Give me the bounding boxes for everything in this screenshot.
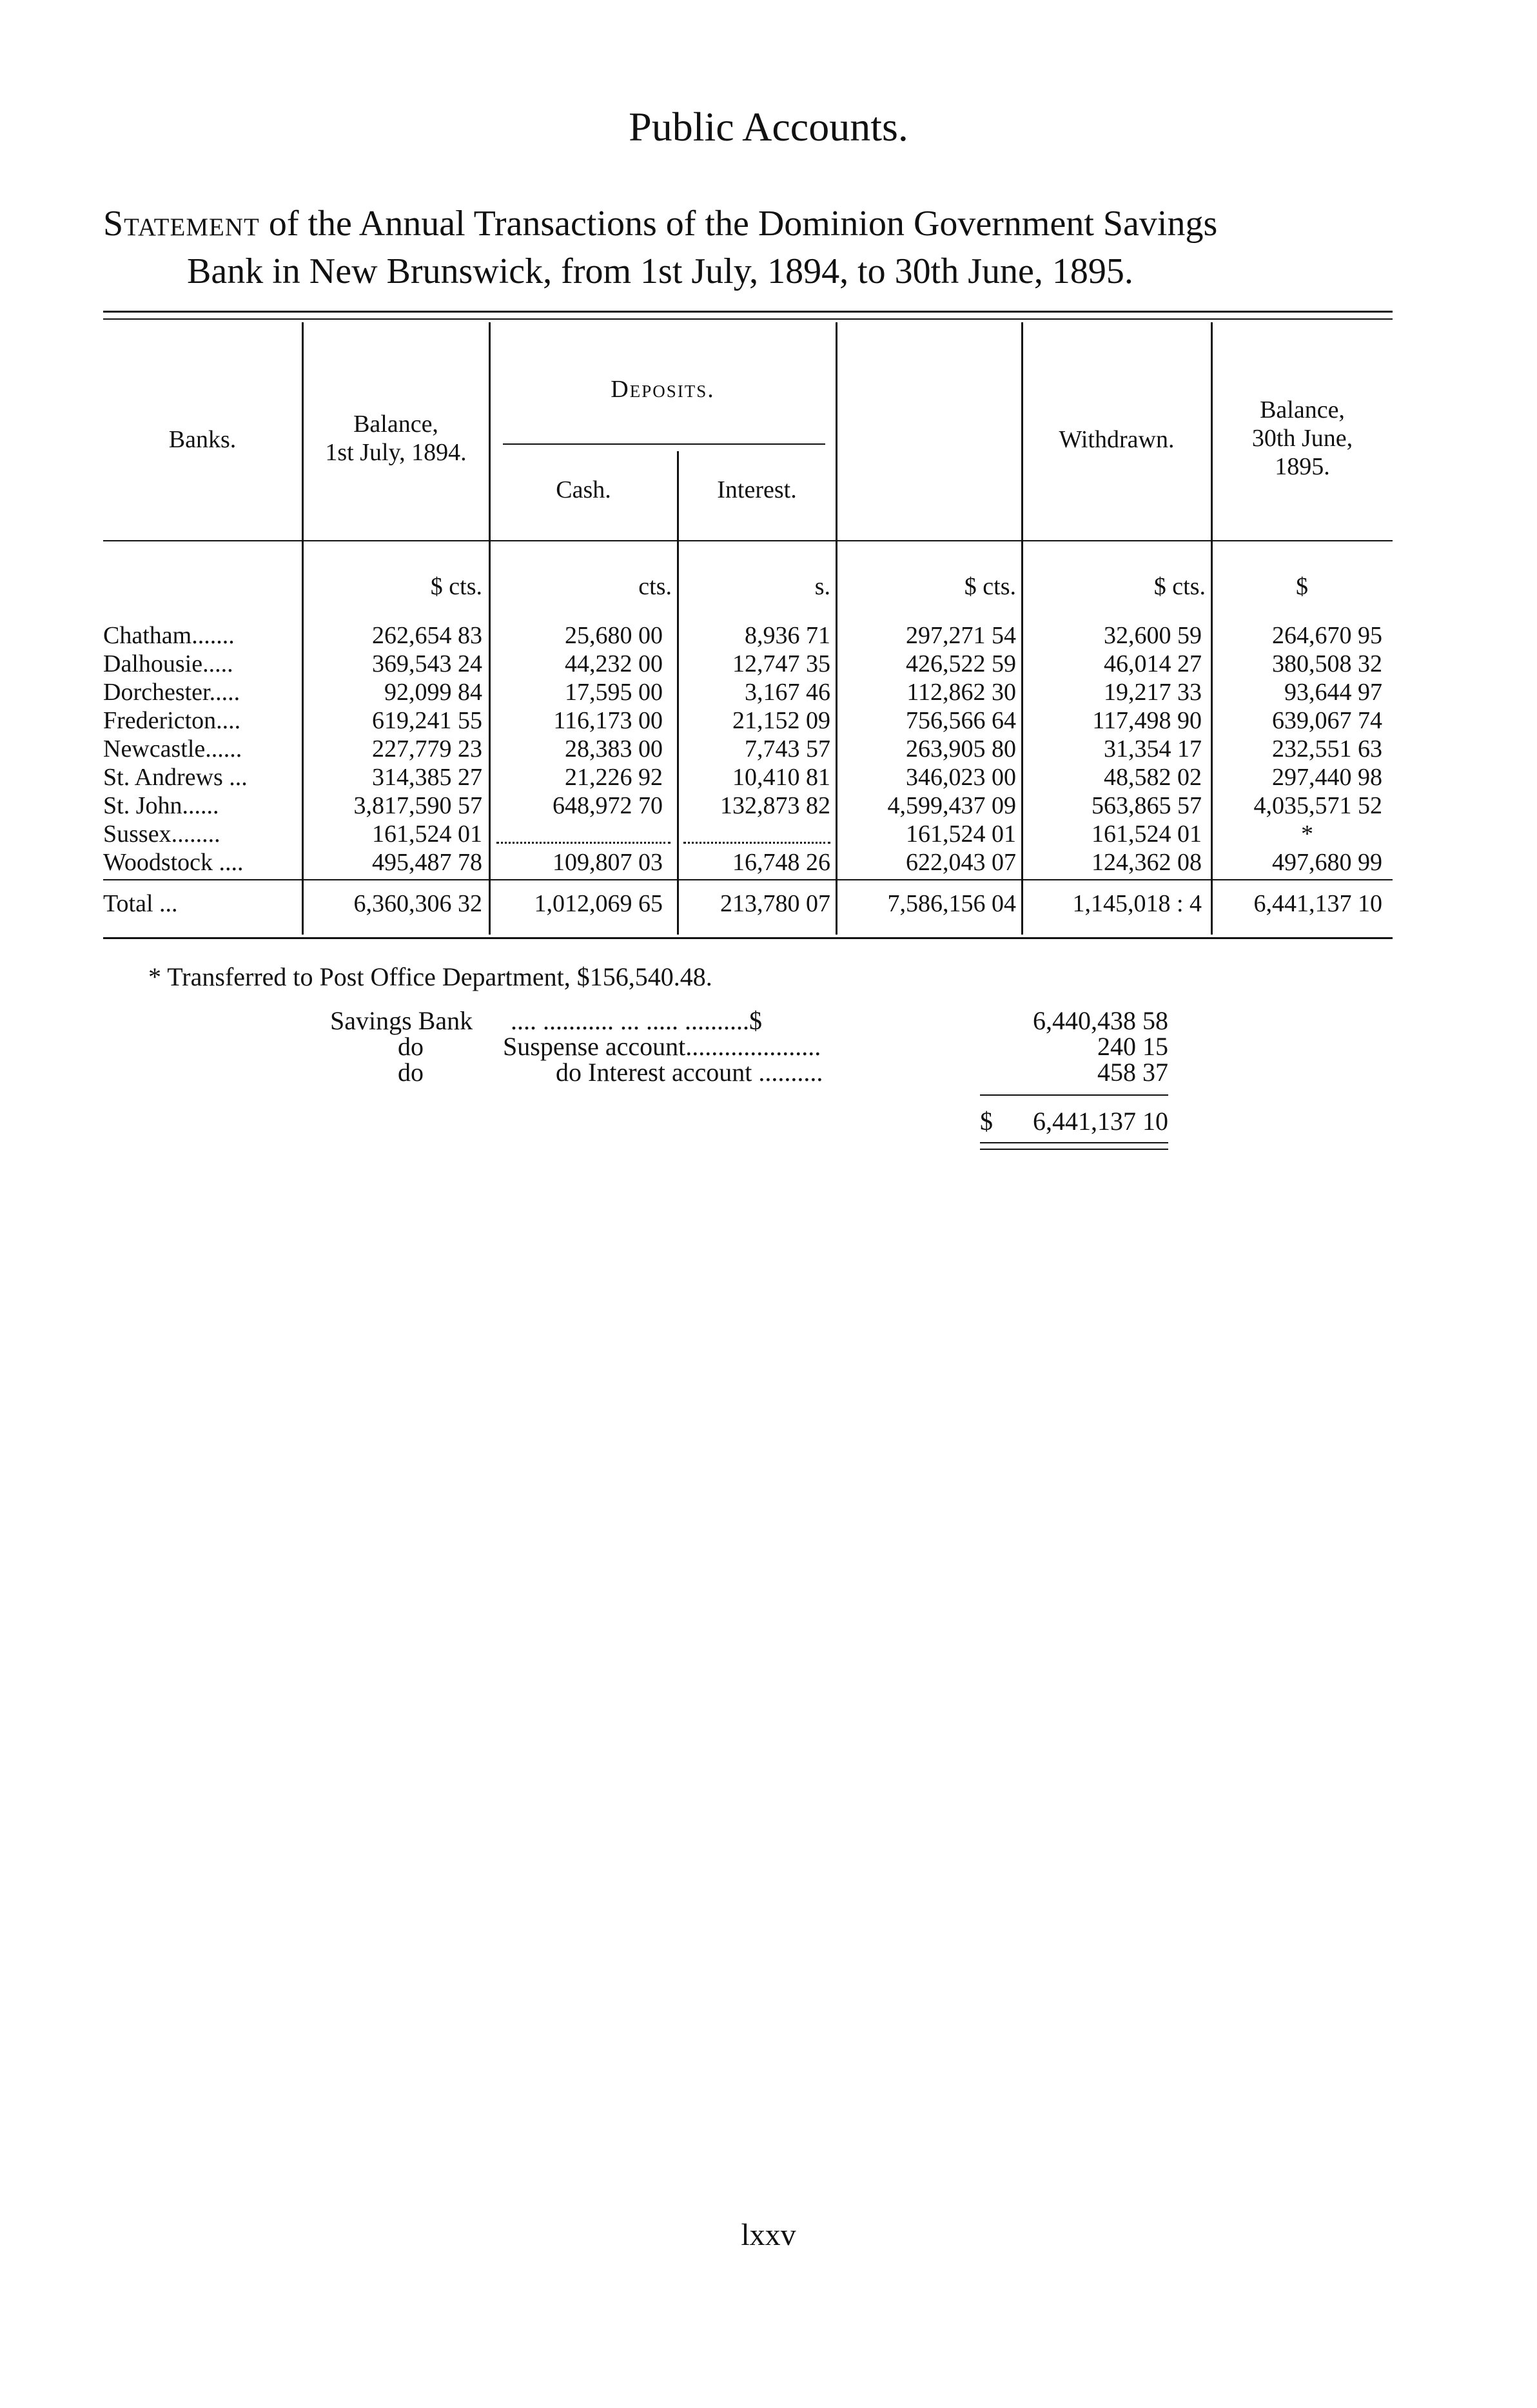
recap-label: Savings Bank (330, 1006, 473, 1035)
cell-bal-start: 314,385 27 (372, 764, 482, 791)
unit-withdrawn: $ cts. (1153, 573, 1206, 600)
table-row (0, 766, 1537, 789)
recap-label-2: do Interest account .......... (556, 1058, 823, 1087)
cell-withdrawn: 31,354 17 (1104, 735, 1202, 762)
unit-balance-end: $ (1296, 573, 1308, 600)
bank-name: St. Andrews ... (103, 766, 248, 789)
unit-balance-start: $ cts. (430, 573, 482, 600)
totals-row (0, 892, 1537, 915)
recap-double-rule-2 (980, 1149, 1168, 1150)
bank-name: Dalhousie..... (103, 652, 233, 675)
header-cash: Cash. (556, 476, 611, 503)
table-row (0, 737, 1537, 761)
recap-line-2 (330, 1031, 1168, 1061)
cell-cash: 17,595 00 (565, 679, 663, 706)
statement-line1: of the Annual Transactions of the Dominion Government Savings (268, 204, 1218, 244)
recap-amount: 240 15 (1097, 1032, 1168, 1061)
cell-bal-start: 227,779 23 (372, 735, 482, 762)
cell-cash: 28,383 00 (565, 735, 663, 762)
cell-bal-start: 3,817,590 57 (353, 792, 482, 819)
cell-bal-end: 4,035,571 52 (1253, 792, 1382, 819)
recap-label-2: Suspense account..................... (503, 1032, 821, 1061)
table-row (0, 851, 1537, 874)
recap-total (980, 1106, 1168, 1136)
header-balance-end: Balance, 30th June, 1895. (1251, 396, 1353, 480)
recap-label: do (398, 1032, 424, 1061)
recap-label: do (398, 1058, 424, 1087)
cell-interest: 3,167 46 (745, 679, 830, 706)
cell-total: 263,905 80 (906, 735, 1016, 762)
cell-bal-start: 495,487 78 (372, 849, 482, 876)
cell-interest: 8,936 71 (745, 622, 830, 649)
recap-line-1 (330, 1005, 1168, 1033)
statement-heading (103, 200, 1399, 295)
bank-name: Dorchester..... (103, 681, 240, 704)
table-row (0, 794, 1537, 817)
table-row (0, 822, 1537, 846)
bank-name: Woodstock .... (103, 851, 244, 874)
cell-cash: 109,807 03 (553, 849, 663, 876)
page-title: Public Accounts. (629, 104, 908, 150)
cell-bal-end-footnote-mark: * (1301, 820, 1313, 848)
cell-interest: 10,410 81 (732, 764, 830, 791)
table-bottom-rule (103, 937, 1393, 939)
interest-leader-dots (683, 842, 830, 844)
recap-amount: 458 37 (1097, 1058, 1168, 1087)
total-withdrawn: 1,145,018 : 4 (1072, 890, 1202, 917)
header-deposits: Deposits. (611, 376, 715, 403)
table-top-rule (103, 311, 1393, 313)
recap-rule (980, 1094, 1168, 1096)
statement-line2-a: Bank (187, 251, 264, 291)
table-row (0, 709, 1537, 732)
total-cash: 1,012,069 65 (534, 890, 663, 917)
bank-name: Fredericton.... (103, 709, 241, 732)
cell-withdrawn: 117,498 90 (1092, 707, 1202, 734)
totals-rule (103, 879, 1393, 880)
unit-interest: s. (814, 573, 830, 600)
cell-bal-start: 369,543 24 (372, 650, 482, 677)
page-folio: lxxv (741, 2218, 796, 2252)
statement-line2-b: in New Brunswick, from 1st July, 1894, to 30th June, 1895. (263, 251, 1133, 291)
total-total: 7,586,156 04 (887, 890, 1016, 917)
cell-cash: 25,680 00 (565, 622, 663, 649)
unit-total: $ cts. (964, 573, 1016, 600)
cell-interest: 7,743 57 (745, 735, 830, 762)
table-row (0, 681, 1537, 704)
header-withdrawn: Withdrawn. (1059, 426, 1175, 453)
total-bal-start: 6,360,306 32 (353, 890, 482, 917)
footnote: * Transferred to Post Office Department, $156,540.48. (148, 962, 712, 991)
cell-total: 346,023 00 (906, 764, 1016, 791)
table-row (0, 652, 1537, 675)
total-bal-end: 6,441,137 10 (1253, 890, 1382, 917)
recap-total-amount: 6,441,137 10 (1033, 1107, 1168, 1136)
unit-cash: cts. (638, 573, 672, 600)
cell-interest: 12,747 35 (732, 650, 830, 677)
cell-bal-start: 262,654 83 (372, 622, 482, 649)
recap-total-currency: $ (980, 1107, 993, 1136)
cell-withdrawn: 48,582 02 (1104, 764, 1202, 791)
cash-leader-dots (496, 842, 671, 844)
total-interest: 213,780 07 (720, 890, 830, 917)
cell-total: 112,862 30 (906, 679, 1016, 706)
recap-amount: 6,440,438 58 (1033, 1006, 1168, 1035)
table-top-rule-2 (103, 318, 1393, 320)
cell-bal-start: 619,241 55 (372, 707, 482, 734)
cell-cash: 648,972 70 (553, 792, 663, 819)
header-balance-start: Balance, 1st July, 1894. (325, 411, 467, 466)
bank-name: Sussex........ (103, 822, 220, 846)
cell-total: 426,522 59 (906, 650, 1016, 677)
header-banks: Banks. (168, 426, 237, 453)
deposits-rule (503, 443, 825, 445)
recap-double-rule-1 (980, 1142, 1168, 1143)
bank-name: St. John...... (103, 794, 219, 817)
table-row (0, 624, 1537, 647)
header-interest: Interest. (717, 476, 797, 503)
cell-bal-end: 497,680 99 (1272, 849, 1382, 876)
cell-cash: 21,226 92 (565, 764, 663, 791)
cell-withdrawn: 32,600 59 (1104, 622, 1202, 649)
cell-withdrawn: 563,865 57 (1092, 792, 1202, 819)
statement-lead: Statement (103, 204, 260, 244)
cell-withdrawn: 124,362 08 (1092, 849, 1202, 876)
cell-withdrawn: 46,014 27 (1104, 650, 1202, 677)
bank-name: Newcastle...... (103, 737, 242, 761)
cell-interest: 16,748 26 (732, 849, 830, 876)
cell-bal-end: 380,508 32 (1272, 650, 1382, 677)
cell-bal-end: 639,067 74 (1272, 707, 1382, 734)
cell-bal-start: 92,099 84 (384, 679, 482, 706)
cell-total: 756,566 64 (906, 707, 1016, 734)
recap-line-3 (330, 1057, 1168, 1087)
cell-total: 622,043 07 (906, 849, 1016, 876)
recap-leader: .... ........... ... ..... ..........$ (511, 1006, 762, 1035)
header-bottom-rule (103, 540, 1393, 541)
cell-interest: 21,152 09 (732, 707, 830, 734)
cell-total: 4,599,437 09 (887, 792, 1016, 819)
bank-name: Chatham....... (103, 624, 235, 647)
cell-withdrawn: 19,217 33 (1104, 679, 1202, 706)
cell-cash: 116,173 00 (553, 707, 663, 734)
cell-total: 161,524 01 (906, 820, 1016, 848)
cell-bal-end: 232,551 63 (1272, 735, 1382, 762)
cell-bal-end: 93,644 97 (1284, 679, 1382, 706)
cell-total: 297,271 54 (906, 622, 1016, 649)
cell-cash: 44,232 00 (565, 650, 663, 677)
cell-bal-end: 264,670 95 (1272, 622, 1382, 649)
cell-withdrawn: 161,524 01 (1092, 820, 1202, 848)
cell-bal-start: 161,524 01 (372, 820, 482, 848)
cell-interest: 132,873 82 (720, 792, 830, 819)
totals-label: Total ... (103, 892, 178, 915)
cell-bal-end: 297,440 98 (1272, 764, 1382, 791)
